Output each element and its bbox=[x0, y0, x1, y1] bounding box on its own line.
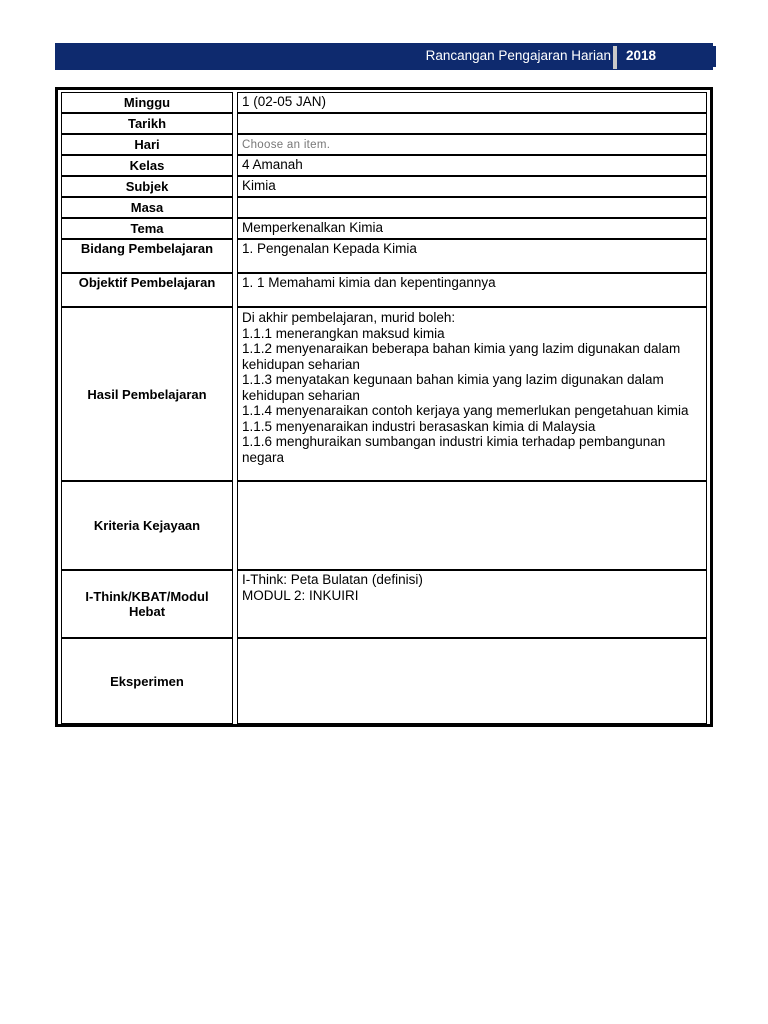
value-ithink[interactable] bbox=[237, 570, 707, 638]
hasil-line: 1.1.3 menyatakan kegunaan bahan kimia yang lazim digunakan dalam kehidupan seharian bbox=[242, 372, 664, 403]
header-title: Rancangan Pengajaran Harian bbox=[425, 48, 611, 63]
label-kriteria: Kriteria Kejayaan bbox=[61, 481, 233, 570]
row-hasil bbox=[61, 307, 707, 481]
value-minggu[interactable]: 1 (02-05 JAN) bbox=[237, 92, 707, 113]
row-objektif bbox=[61, 273, 707, 307]
header-year: 2018 bbox=[626, 48, 657, 63]
value-tarikh[interactable] bbox=[237, 113, 707, 134]
row-ithink bbox=[61, 570, 707, 638]
label-ithink: I-Think/KBAT/Modul Hebat bbox=[61, 570, 233, 638]
hari-dropdown[interactable]: Choose an item. bbox=[237, 134, 707, 155]
value-objektif[interactable]: 1. 1 Memahami kimia dan kepentingannya bbox=[237, 273, 707, 307]
row-subjek bbox=[61, 176, 707, 197]
label-hari: Hari bbox=[61, 134, 233, 155]
label-masa: Masa bbox=[61, 197, 233, 218]
value-subjek[interactable]: Kimia bbox=[237, 176, 707, 197]
row-tema bbox=[61, 218, 707, 239]
label-hasil: Hasil Pembelajaran bbox=[61, 307, 233, 481]
row-kriteria bbox=[61, 481, 707, 570]
hasil-line: 1.1.5 menyenaraikan industri berasaskan kimia di Malaysia bbox=[242, 418, 596, 434]
value-bidang[interactable]: 1. Pengenalan Kepada Kimia bbox=[237, 239, 707, 273]
hasil-line: 1.1.2 menyenaraikan beberapa bahan kimia yang lazim digunakan dalam kehidupan seharian bbox=[242, 341, 681, 372]
row-tarikh bbox=[61, 113, 707, 134]
hasil-line: Di akhir pembelajaran, murid boleh: bbox=[242, 310, 456, 325]
label-kelas: Kelas bbox=[61, 155, 233, 176]
row-eksperimen bbox=[61, 638, 707, 724]
row-kelas bbox=[61, 155, 707, 176]
value-kriteria[interactable] bbox=[237, 481, 707, 570]
ithink-line: I-Think: Peta Bulatan (definisi) bbox=[242, 572, 423, 587]
hasil-line: 1.1.4 menyenaraikan contoh kerjaya yang memerlukan pengetahuan kimia bbox=[242, 403, 689, 418]
header-edge-tab bbox=[711, 46, 716, 67]
label-eksperimen: Eksperimen bbox=[61, 638, 233, 724]
row-bidang bbox=[61, 239, 707, 273]
label-subjek: Subjek bbox=[61, 176, 233, 197]
lesson-plan-table bbox=[55, 87, 713, 727]
hasil-line: 1.1.1 menerangkan maksud kimia bbox=[242, 325, 445, 341]
ithink-line: MODUL 2: INKUIRI bbox=[242, 587, 359, 603]
label-tarikh: Tarikh bbox=[61, 113, 233, 134]
label-bidang: Bidang Pembelajaran bbox=[61, 239, 233, 273]
row-hari bbox=[61, 134, 707, 155]
label-minggu: Minggu bbox=[61, 92, 233, 113]
value-masa[interactable] bbox=[237, 197, 707, 218]
value-eksperimen[interactable] bbox=[237, 638, 707, 724]
label-objektif: Objektif Pembelajaran bbox=[61, 273, 233, 307]
value-hasil[interactable] bbox=[237, 307, 707, 481]
header-separator bbox=[613, 46, 617, 69]
label-tema: Tema bbox=[61, 218, 233, 239]
row-minggu bbox=[61, 92, 707, 113]
page-header-bar bbox=[55, 43, 713, 70]
row-masa bbox=[61, 197, 707, 218]
hasil-line: 1.1.6 menghuraikan sumbangan industri kimia terhadap pembangunan negara bbox=[242, 434, 666, 465]
value-tema[interactable]: Memperkenalkan Kimia bbox=[237, 218, 707, 239]
value-kelas[interactable]: 4 Amanah bbox=[237, 155, 707, 176]
